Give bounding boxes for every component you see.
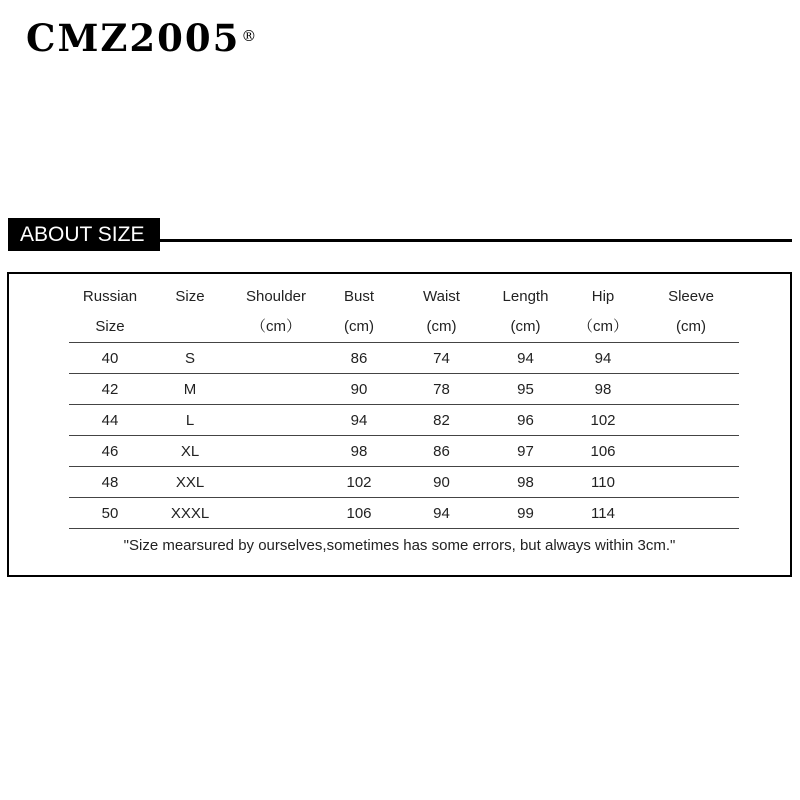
header-line1: Sleeve bbox=[668, 288, 714, 305]
cell-russian-size: 42 bbox=[69, 374, 151, 405]
cell-bust: 102 bbox=[323, 467, 395, 498]
cell-waist: 74 bbox=[395, 343, 488, 374]
cell-length: 99 bbox=[488, 498, 563, 529]
cell-sleeve bbox=[643, 343, 739, 374]
brand-logo-text: CMZ2005 bbox=[26, 16, 241, 60]
column-header-waist bbox=[395, 282, 488, 343]
table-header-row bbox=[69, 282, 739, 343]
cell-hip: 106 bbox=[563, 436, 643, 467]
cell-waist: 82 bbox=[395, 405, 488, 436]
column-header-sleeve bbox=[643, 282, 739, 343]
cell-shoulder bbox=[229, 343, 323, 374]
cell-shoulder bbox=[229, 436, 323, 467]
cell-bust: 106 bbox=[323, 498, 395, 529]
table-row bbox=[69, 436, 739, 467]
header-line1: Bust bbox=[343, 288, 374, 305]
cell-length: 96 bbox=[488, 405, 563, 436]
cell-shoulder bbox=[229, 374, 323, 405]
cell-bust: 98 bbox=[323, 436, 395, 467]
header-line2: (cm) bbox=[426, 318, 457, 335]
size-table bbox=[69, 282, 739, 529]
cell-waist: 86 bbox=[395, 436, 488, 467]
cell-hip: 94 bbox=[563, 343, 643, 374]
section-header bbox=[8, 216, 792, 252]
cell-length: 98 bbox=[488, 467, 563, 498]
cell-bust: 86 bbox=[323, 343, 395, 374]
cell-hip: 102 bbox=[563, 405, 643, 436]
cell-size: L bbox=[151, 405, 229, 436]
cell-size: S bbox=[151, 343, 229, 374]
table-row bbox=[69, 498, 739, 529]
cell-hip: 110 bbox=[563, 467, 643, 498]
section-title: ABOUT SIZE bbox=[8, 218, 160, 251]
cell-bust: 90 bbox=[323, 374, 395, 405]
table-row bbox=[69, 343, 739, 374]
section-divider bbox=[160, 239, 792, 242]
header-line2: Size bbox=[95, 318, 125, 335]
cell-size: XL bbox=[151, 436, 229, 467]
cell-sleeve bbox=[643, 467, 739, 498]
cell-bust: 94 bbox=[323, 405, 395, 436]
size-disclaimer-note: "Size mearsured by ourselves,sometimes has some errors, but always within 3cm." bbox=[123, 537, 676, 554]
header-line1: Shoulder bbox=[245, 288, 307, 305]
cell-sleeve bbox=[643, 374, 739, 405]
table-row bbox=[69, 467, 739, 498]
cell-russian-size: 46 bbox=[69, 436, 151, 467]
header-line1: Waist bbox=[423, 288, 460, 305]
table-row bbox=[69, 374, 739, 405]
header-line2: （cm） bbox=[251, 318, 301, 335]
cell-shoulder bbox=[229, 467, 323, 498]
cell-shoulder bbox=[229, 405, 323, 436]
cell-russian-size: 40 bbox=[69, 343, 151, 374]
header-line2: (cm) bbox=[676, 318, 706, 335]
cell-hip: 114 bbox=[563, 498, 643, 529]
cell-waist: 94 bbox=[395, 498, 488, 529]
registered-mark: ® bbox=[241, 27, 259, 45]
column-header-hip bbox=[563, 282, 643, 343]
brand-logo bbox=[26, 14, 258, 62]
header-line1: Hip bbox=[591, 288, 615, 305]
cell-sleeve bbox=[643, 436, 739, 467]
cell-russian-size: 48 bbox=[69, 467, 151, 498]
column-header-russian-size bbox=[69, 282, 151, 343]
cell-russian-size: 44 bbox=[69, 405, 151, 436]
column-header-size bbox=[151, 282, 229, 343]
cell-russian-size: 50 bbox=[69, 498, 151, 529]
cell-waist: 78 bbox=[395, 374, 488, 405]
size-chart-box bbox=[7, 272, 792, 577]
header-line2 bbox=[151, 312, 229, 342]
cell-length: 95 bbox=[488, 374, 563, 405]
column-header-shoulder bbox=[229, 282, 323, 343]
column-header-bust bbox=[323, 282, 395, 343]
header-line1: Russian bbox=[82, 288, 138, 305]
header-line2: （cm） bbox=[578, 318, 628, 335]
cell-length: 97 bbox=[488, 436, 563, 467]
header-line2: (cm) bbox=[510, 318, 541, 335]
cell-size: XXL bbox=[151, 467, 229, 498]
table-row bbox=[69, 405, 739, 436]
cell-sleeve bbox=[643, 498, 739, 529]
header-line1: Size bbox=[175, 288, 205, 305]
cell-waist: 90 bbox=[395, 467, 488, 498]
column-header-length bbox=[488, 282, 563, 343]
cell-size: M bbox=[151, 374, 229, 405]
cell-hip: 98 bbox=[563, 374, 643, 405]
cell-sleeve bbox=[643, 405, 739, 436]
cell-length: 94 bbox=[488, 343, 563, 374]
header-line1: Length bbox=[502, 288, 549, 305]
cell-shoulder bbox=[229, 498, 323, 529]
header-line2: (cm) bbox=[344, 318, 374, 335]
cell-size: XXXL bbox=[151, 498, 229, 529]
